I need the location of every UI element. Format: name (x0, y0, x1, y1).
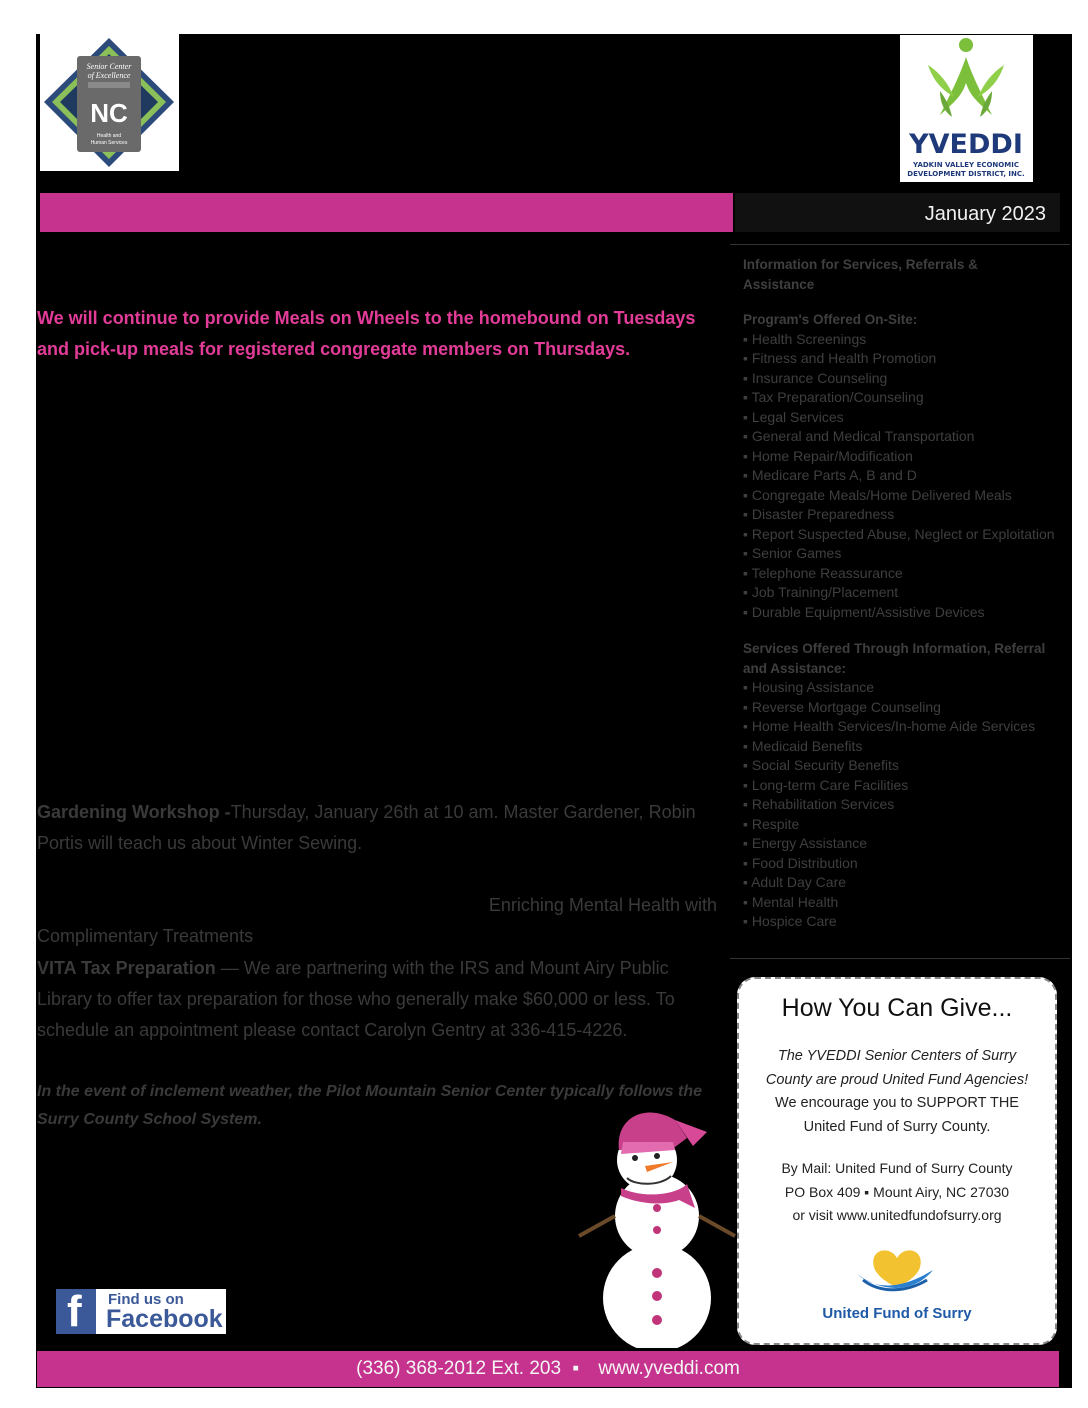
referral-service-item: ▪ Hospice Care (743, 912, 1063, 932)
referral-service-item: ▪ Mental Health (743, 893, 1063, 913)
svg-text:NC: NC (90, 98, 128, 128)
svg-text:Human Services: Human Services (90, 140, 128, 146)
give-mail-info: By Mail: United Fund of Surry County PO Box 409 ▪ Mount Airy, NC 27030 or visit www.unitedfundofsurry.org (739, 1157, 1055, 1228)
snowman-illustration (575, 1098, 740, 1348)
gardening-workshop: Gardening Workshop -Thursday, January 26th at 10 am. Master Gardener, Robin Portis will teach us about Winter Sewing. (37, 802, 696, 853)
footer-website-link[interactable]: www.yveddi.com (598, 1358, 740, 1379)
united-fund-link[interactable]: or visit www.unitedfundofsurry.org (792, 1207, 1002, 1223)
onsite-program-item: ▪ General and Medical Transportation (743, 427, 1063, 447)
svg-text:YVEDDI: YVEDDI (909, 129, 1023, 160)
header-banner (40, 193, 733, 232)
referral-service-item: ▪ Housing Assistance (743, 678, 1063, 698)
onsite-program-item: ▪ Disaster Preparedness (743, 505, 1063, 525)
referral-service-item: ▪ Social Security Benefits (743, 756, 1063, 776)
referral-service-item: ▪ Food Distribution (743, 854, 1063, 874)
referral-service-item: ▪ Long-term Care Facilities (743, 776, 1063, 796)
referral-service-item: ▪ Rehabilitation Services (743, 795, 1063, 815)
services-sidebar (743, 255, 1063, 932)
svg-text:YADKIN VALLEY ECONOMIC: YADKIN VALLEY ECONOMIC (913, 161, 1019, 169)
onsite-program-item: ▪ Insurance Counseling (743, 369, 1063, 389)
referral-services-list (743, 678, 1063, 932)
senior-center-excellence-logo (40, 34, 179, 171)
footer-phone: (336) 368-2012 Ext. 203 (356, 1358, 562, 1379)
footer-separator: ▪ (572, 1358, 580, 1379)
onsite-program-item: ▪ Report Suspected Abuse, Neglect or Exploitation (743, 525, 1063, 545)
facebook-badge[interactable]: f Find us on Facebook (56, 1289, 226, 1334)
weather-notice: In the event of inclement weather, the Pilot Mountain Senior Center typically follows the Surry County School System. (37, 1083, 702, 1128)
referral-service-item: ▪ Medicaid Benefits (743, 737, 1063, 757)
sidebar-divider-bottom (730, 958, 1070, 959)
referral-service-item: ▪ Home Health Services/In-home Aide Services (743, 717, 1063, 737)
give-intro: The YVEDDI Senior Centers of Surry County are proud United Fund Agencies! We encourage you to SUPPORT THE United Fund of Surry County. (765, 1048, 1029, 1135)
united-fund-logo (739, 1240, 1055, 1322)
referral-service-item: ▪ Energy Assistance (743, 834, 1063, 854)
onsite-program-item: ▪ Telephone Reassurance (743, 564, 1063, 584)
onsite-program-item: ▪ Medicare Parts A, B and D (743, 466, 1063, 486)
how-you-can-give-box (737, 977, 1057, 1345)
onsite-program-item: ▪ Health Screenings (743, 330, 1063, 350)
footer-contact-bar (37, 1351, 1059, 1387)
svg-text:of Excellence: of Excellence (87, 71, 131, 80)
info-heading: Information for Services, Referrals & Assistance (743, 257, 978, 292)
give-title: How You Can Give... (781, 994, 1013, 1022)
svg-text:Senior Center: Senior Center (86, 62, 132, 71)
onsite-program-item: ▪ Fitness and Health Promotion (743, 349, 1063, 369)
onsite-program-item: ▪ Durable Equipment/Assistive Devices (743, 603, 1063, 623)
meals-notice: We will continue to provide Meals on Wheels to the homebound on Tuesdays and pick-up meals for registered congregate members on Thursdays. (37, 308, 696, 359)
onsite-programs-list (743, 330, 1063, 623)
onsite-program-item: ▪ Congregate Meals/Home Delivered Meals (743, 486, 1063, 506)
vita-tax-preparation: VITA Tax Preparation — We are partnering with the IRS and Mount Airy Public Library to offer tax preparation for those who generally make $60,000 or less. To schedule an appointment please contact Carolyn Gentry at 336-415-4226. (37, 958, 675, 1040)
onsite-program-item: ▪ Home Repair/Modification (743, 447, 1063, 467)
referral-service-item: ▪ Respite (743, 815, 1063, 835)
onsite-program-item: ▪ Legal Services (743, 408, 1063, 428)
onsite-program-item: ▪ Job Training/Placement (743, 583, 1063, 603)
united-fund-logo-text: United Fund of Surry (822, 1304, 972, 1322)
svg-text:DEVELOPMENT DISTRICT, INC.: DEVELOPMENT DISTRICT, INC. (907, 170, 1025, 178)
issue-date: January 2023 (735, 193, 1060, 232)
onsite-heading: Program's Offered On-Site: (743, 312, 918, 327)
onsite-program-item: ▪ Senior Games (743, 544, 1063, 564)
referral-service-item: ▪ Adult Day Care (743, 873, 1063, 893)
yveddi-logo (900, 35, 1033, 182)
onsite-program-item: ▪ Tax Preparation/Counseling (743, 388, 1063, 408)
mental-health-event: Enriching Mental Health with Complimentary Treatments (37, 895, 717, 946)
svg-text:Health and: Health and (96, 133, 122, 139)
referral-heading: Services Offered Through Information, Referral and Assistance: (743, 641, 1046, 676)
facebook-icon: f (56, 1289, 96, 1334)
referral-service-item: ▪ Reverse Mortgage Counseling (743, 698, 1063, 718)
sidebar-divider-top (730, 244, 1070, 245)
